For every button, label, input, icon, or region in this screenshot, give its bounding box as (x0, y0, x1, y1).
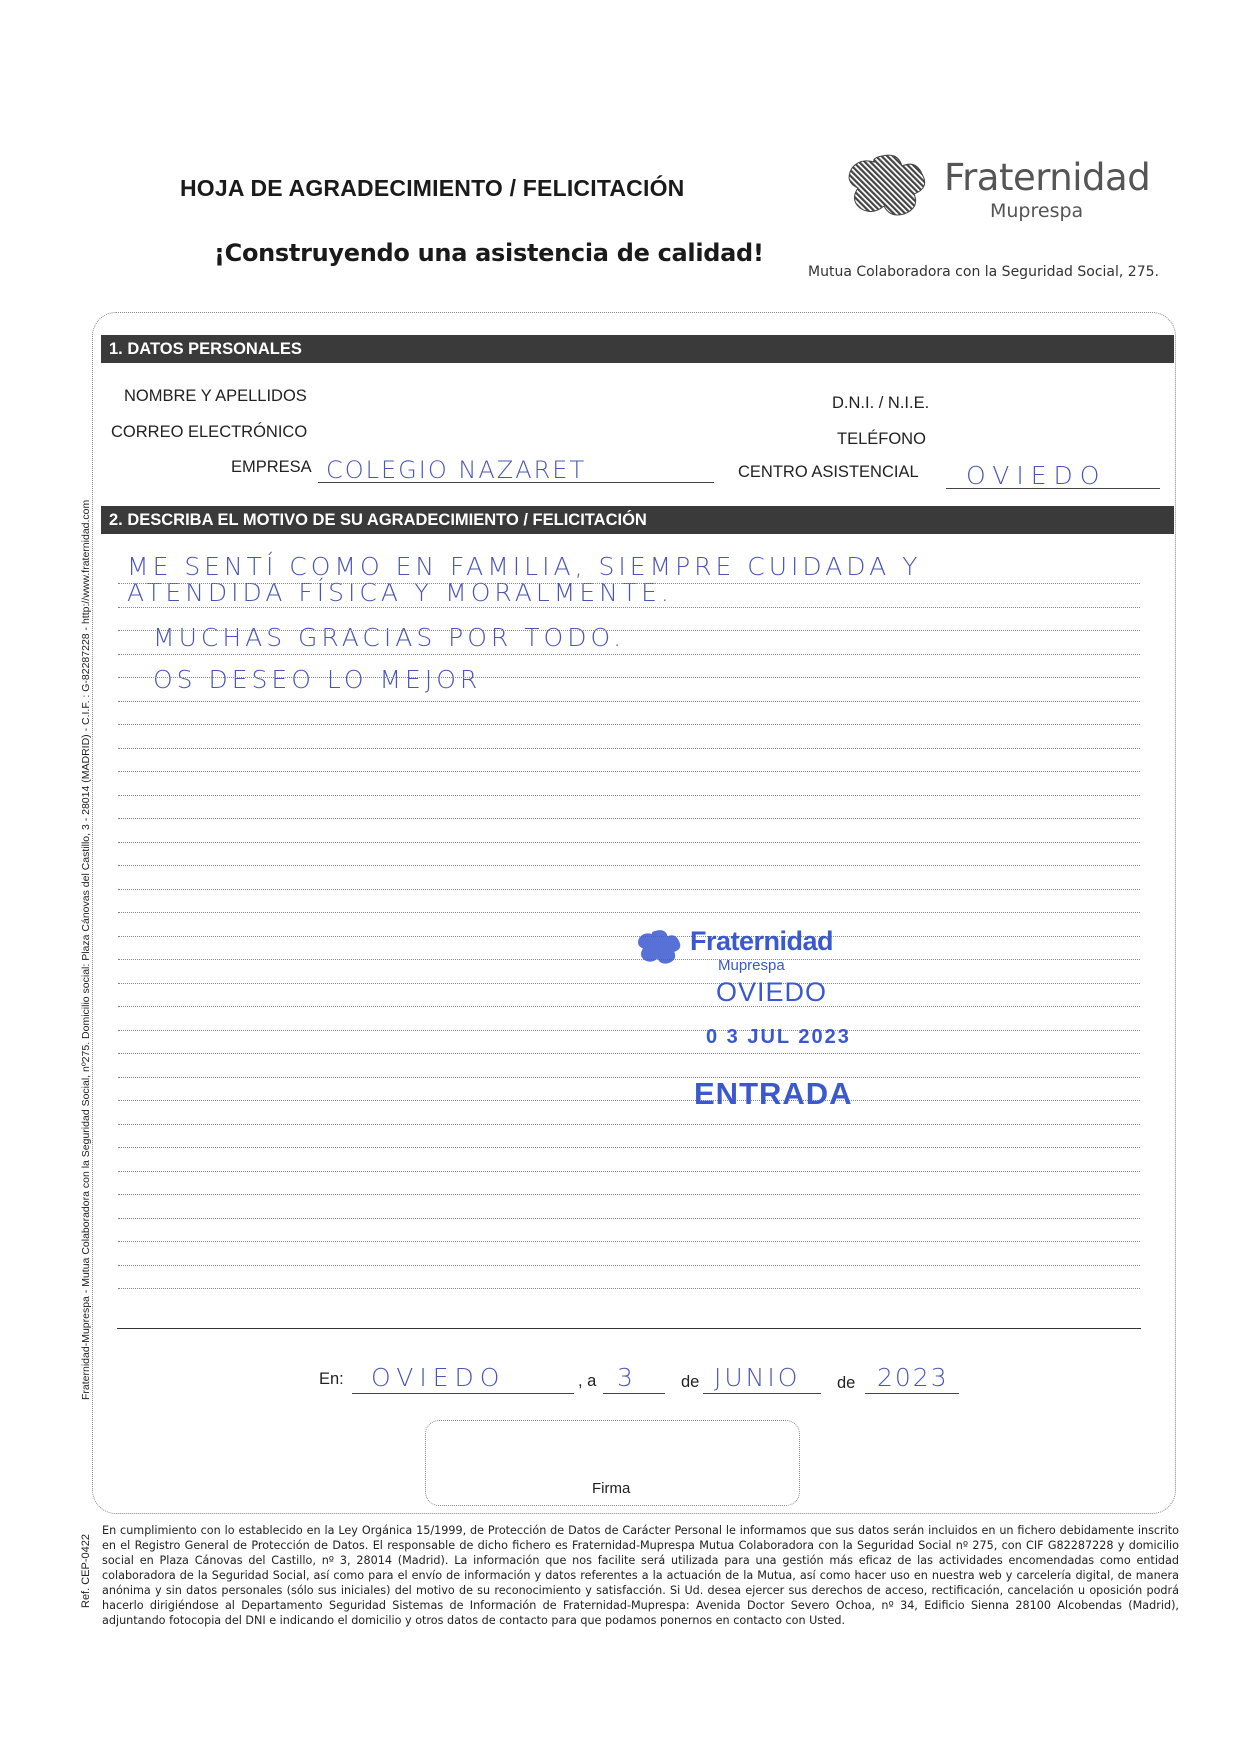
section-2-heading: 2. DESCRIBA EL MOTIVO DE SU AGRADECIMIENTO / FELICITACIÓN (101, 506, 1174, 534)
writing-line (118, 1124, 1140, 1125)
centro-label: CENTRO ASISTENCIAL (738, 463, 919, 481)
month-field[interactable]: JUNIO (714, 1363, 801, 1392)
month-underline (703, 1393, 821, 1394)
writing-line (118, 818, 1140, 819)
stamp-name: Fraternidad (690, 926, 834, 956)
centro-field[interactable]: OVIEDO (966, 461, 1107, 490)
writing-line (118, 1171, 1140, 1172)
place-underline (352, 1393, 574, 1394)
centro-underline (946, 488, 1160, 489)
stamp-date: 0 3 JUL 2023 (706, 1026, 851, 1048)
de-label-2: de (837, 1374, 856, 1392)
message-line[interactable]: ATENDIDA FÍSICA Y MORALMENTE. (127, 578, 673, 607)
place-field[interactable]: OVIEDO (371, 1363, 506, 1392)
writing-line (118, 795, 1140, 796)
writing-line (118, 842, 1140, 843)
page-title: HOJA DE AGRADECIMIENTO / FELICITACIÓN (180, 175, 685, 201)
message-line[interactable]: ME SENTÍ COMO EN FAMILIA, SIEMPRE CUIDADA Y (127, 552, 922, 581)
writing-line (118, 1147, 1140, 1148)
stamp-sub: Muprespa (718, 957, 785, 974)
dni-label: D.N.I. / N.I.E. (832, 394, 930, 412)
writing-line (118, 865, 1140, 866)
ref-code: Ref. CEP-0422 (80, 1534, 92, 1608)
empresa-field[interactable]: COLEGIO NAZARET (326, 456, 587, 484)
year-field[interactable]: 2023 (877, 1363, 949, 1392)
writing-line (118, 1194, 1140, 1195)
writing-line (118, 1053, 1140, 1054)
day-underline (603, 1393, 665, 1394)
writing-line (118, 677, 1140, 678)
page-subtitle: ¡Construyendo una asistencia de calidad! (214, 239, 764, 267)
writing-line (118, 701, 1140, 702)
section-1-heading: 1. DATOS PERSONALES (101, 335, 1174, 363)
writing-line (118, 630, 1140, 631)
en-label: En: (319, 1370, 344, 1388)
writing-line (118, 748, 1140, 749)
writing-line (118, 1241, 1140, 1242)
writing-line (118, 1077, 1140, 1078)
message-line[interactable]: MUCHAS GRACIAS POR TODO. (153, 623, 626, 652)
logo-name: Fraternidad (944, 156, 1151, 199)
writing-line (118, 912, 1140, 913)
writing-line (118, 889, 1140, 890)
fraternidad-logo-icon (842, 152, 942, 222)
a-label: , a (578, 1372, 597, 1390)
logo-sub: Muprespa (990, 200, 1084, 222)
correo-label: CORREO ELECTRÓNICO (111, 423, 308, 441)
firma-label: Firma (592, 1480, 631, 1497)
writing-line (118, 1030, 1140, 1031)
writing-line (118, 607, 1140, 608)
writing-line (118, 959, 1140, 960)
writing-line (118, 1218, 1140, 1219)
stamp-logo-icon (634, 924, 690, 972)
writing-line (118, 724, 1140, 725)
empresa-label: EMPRESA (231, 458, 312, 476)
writing-line (118, 583, 1140, 584)
form-frame (92, 312, 1176, 1514)
stamp-city: OVIEDO (716, 977, 828, 1007)
writing-line (118, 771, 1140, 772)
end-line (117, 1328, 1141, 1329)
writing-line (118, 1265, 1140, 1266)
legal-notice: En cumplimiento con lo establecido en la Ley Orgánica 15/1999, de Protección de Datos de Carácter Personal le informamos que sus datos serán incluidos en un fichero debidamente inscrito en el Registro General de Protección de Datos. El responsable de dicho fichero es Fraternidad-Muprespa Mutua Colaboradora con la Seguridad Social nº 275, con CIF G82287228 y domicilio social en Plaza Cánovas del Castillo, nº 3, 28014 (Madrid). La información que nos facilite será utilizada para una gestión más eficaz de las actividades encomendadas como entidad colaboradora de la Seguridad Social, así como para el envío de información y datos referentes a la actuación de la Mutua, así como hacer uso en nuestra web y carcelería digital, de manera anónima y sin datos personales (sólo sus iniciales) del motivo de su reconocimiento y satisfacción. Si Ud. desea ejercer sus derechos de acceso, rectificación, cancelación u oposición podrá hacerlo dirigiéndose al Departamento Seguridad Sistemas de Información de Fraternidad-Muprespa: Avenida Doctor Severo Ochoa, nº 34, Edificio Sienna 28100 Alcobendas (Madrid), adjuntando fotocopia del DNI e indicando el domicilio y otros datos de contacto para que podamos ponernos en contacto con Usted. (102, 1524, 1179, 1627)
telefono-label: TELÉFONO (837, 430, 926, 448)
writing-line (118, 1006, 1140, 1007)
day-field[interactable]: 3 (617, 1363, 637, 1392)
side-legal-text: Fraternidad-Muprespa - Mutua Colaboradora con la Seguridad Social, nº275. Domicilio social: Plaza Cánovas del Castillo, 3 - 28014 (MADRID) - C.I.F. : G-82287228 - http://www.fraternidad.com (80, 499, 92, 1400)
message-line[interactable]: OS DESEO LO MEJOR (153, 665, 482, 694)
mutua-line: Mutua Colaboradora con la Seguridad Social, 275. (808, 264, 1159, 280)
stamp-label: ENTRADA (694, 1076, 853, 1111)
writing-line (118, 983, 1140, 984)
writing-line (118, 654, 1140, 655)
writing-line (118, 936, 1140, 937)
writing-line (118, 1288, 1140, 1289)
year-underline (865, 1393, 959, 1394)
writing-line (118, 1100, 1140, 1101)
de-label-1: de (681, 1373, 700, 1391)
empresa-underline (318, 482, 714, 483)
nombre-label: NOMBRE Y APELLIDOS (124, 387, 307, 405)
